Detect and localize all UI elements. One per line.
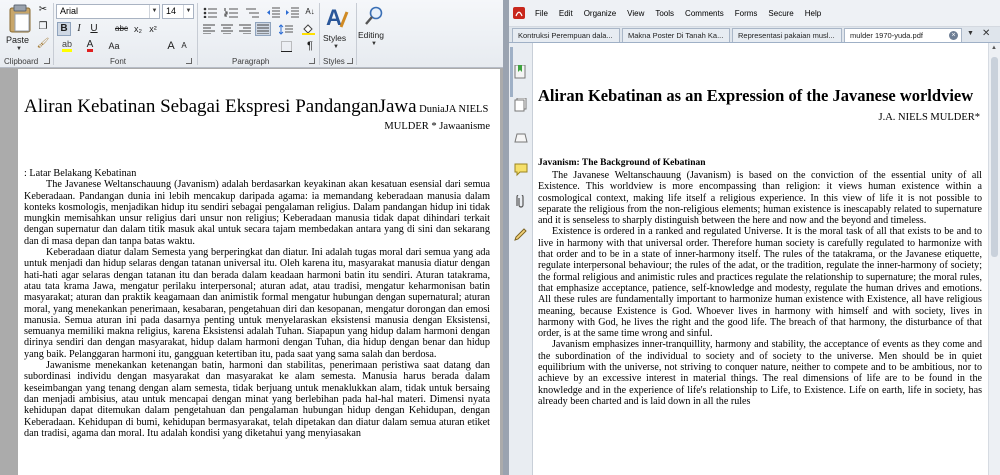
ribbon [0,0,503,68]
increase-indent-icon [286,7,299,18]
line-spacing-icon [279,24,293,35]
document-tab-active[interactable] [844,28,962,42]
font-size-combo[interactable] [162,4,194,19]
font-dialog-launcher[interactable] [186,58,192,64]
attachments-icon[interactable] [514,131,528,145]
styles-button[interactable] [322,3,352,55]
pdf-page[interactable] [534,43,988,475]
pdf-author: J.A. NIELS MULDER* [878,112,980,123]
paste-button[interactable] [4,2,36,54]
document-paragraph: Jawanisme menekankan ketenangan batin, harmoni dan stabilitas, penerimaan peristiwa saat datang dan subordinasi individu dengan masyarakat dan masyarakat ke alam semesta. Manusia harus berada dalam keseimbangan yang tenang dengan alam semesta, tidak berjuang untuk menaklukkan alam, tidak untuk bersaing dan menjadi ambisius, atau untuk mencapai dengan minat yang berlebihan pada hal-hal materi. Dimensi nyata kehidupan dapat ditemukan dalam pengetahuan dan pengalaman hubungan hidup dengan Kehidupan, dengan Keberadaan. Kehidupan di bumi, kehidupan bermasyarakat, telah dipetakan dan diatur dalam semua aturan etiket dan tradisi, agama dan moral. Itu adalah kondisi yang diketahui yang menyiasakan [24,360,490,439]
document-tab[interactable] [512,28,620,42]
chevron-down-icon: ▼ [16,46,22,52]
decrease-indent-icon [267,7,280,18]
pdf-paragraph: The Javanese Weltanschauung (Javanism) is based on the conviction of the essential unity of all Existence. This worldview is more encompassing than religion: it views human existence within a cosmological context, making life itself a religious experience. In this view of life it is not possible to separate the religious from the non-religious elements; human existence is inescapably related to supernature and it is senseless to sharply distinguish between the here and now and the beyond and timeless. [538,170,982,227]
justify-button[interactable] [255,22,271,36]
font-name-value: Arial [60,6,79,16]
tab-close-icon[interactable]: × [949,31,958,40]
shading-button[interactable] [299,22,317,36]
document-tab[interactable] [622,28,730,42]
menu-view[interactable]: View [627,8,645,18]
highlighter-icon: ab [62,40,72,52]
menu-help[interactable]: Help [804,8,822,18]
styles-dialog-launcher[interactable] [347,58,353,64]
document-title-main: Aliran Kebatinan Sebagai Ekspresi PandanganJawa [24,96,417,117]
menu-comments[interactable]: Comments [685,8,724,18]
editing-button[interactable] [358,3,390,55]
scrollbar-thumb[interactable] [991,57,998,257]
tab-label: Kontruksi Perempuan dala... [518,31,613,40]
bold-button[interactable]: B [57,22,71,36]
align-left-icon [203,24,215,34]
styles-group-label: Styles [323,57,345,66]
clipboard-group-label: Clipboard [4,57,39,66]
pdf-paragraph: Existence is ordered in a ranked and regulated Universe. It is the moral task of all that exists to be and to live in harmony with that universal order. Therefore human society is carefully regulated to harmonize with that order and to be in a state of inner-harmony itself. The rules of the tatakrama, or the Javanese etiquette, regulate interpersonal behaviour; the rules of the adat, or the tradition, regulate the inner-harmony of society; the formal religious and animistic rules and practices regulate the relationship to supernature; the moral rules, that emphasize acceptance, patience, self-knowledge and modesty, regulate the human drives and emotions. All these rules are fundamentally important to harmonize human existence with Existence, all have religious meaning, because Existence is God. Whoever lives in harmony with himself and with society, lives in harmony with God, he lives the right and the good life. The breach of that harmony, the disturbance of that order, is at the same time wrong and sinful. [538,226,982,340]
navigation-panel [509,43,533,475]
font-color-button[interactable] [80,39,100,53]
vertical-scrollbar[interactable] [988,43,1000,475]
signatures-icon[interactable] [514,228,528,242]
menu-tools[interactable]: Tools [655,8,675,18]
tab-list-chevron-icon[interactable]: ▼ [967,30,974,37]
document-body [24,168,490,439]
increase-indent-button[interactable] [284,5,300,19]
clipboard-icon [6,4,34,34]
chevron-down-icon: ▼ [333,44,339,50]
align-right-button[interactable] [237,22,253,36]
superscript-button[interactable]: x² [149,23,157,34]
cut-icon[interactable]: ✂ [38,4,48,15]
editing-label: Editing [358,30,384,40]
borders-icon [281,41,292,52]
document-paragraph: The Javanese Weltanschauung (Javanism) adalah berdasarkan keyakinan akan kesatuan esensial dari semua Keberadaan. Pandangan dunia ini lebih mencakup daripada agama: ia memandang keberadaan manusia dalam konteks kosmologis, menjadikan hidup itu sendiri sebagai pengalaman religius. Dalam pandangan hidup ini tidak mungkin memisahkan unsur religius dari unsur non religius; Keberadaan manusia tidak dapat dihindari terkait dengan supernatur dan dalam titik masuk akal untuk secara tajam membedakan antara yang di sini dan sekarang dan di masa depan dan tanpa batas waktu. [24,179,490,247]
multilevel-list-button[interactable] [243,5,261,19]
font-color-icon: A [86,39,94,50]
bookmarks-icon[interactable] [514,65,528,79]
bullets-button[interactable] [201,5,219,19]
document-paragraph: : Latar Belakang Kebatinan [24,168,137,179]
sort-button[interactable] [303,5,317,19]
numbering-button[interactable] [222,5,240,19]
show-formatting-button[interactable]: ¶ [307,39,313,52]
tab-label: mulder 1970-yuda.pdf [850,31,923,40]
document-title-line2: MULDER * Jawaanisme [384,121,490,132]
svg-text:A: A [326,5,342,30]
close-icon[interactable]: ✕ [982,28,991,39]
styles-label: Styles [323,33,347,43]
underline-button[interactable]: U [90,23,98,34]
document-title-suffix: DuniaJA NIELS [416,104,489,115]
chevron-down-icon[interactable]: ▼ [183,5,193,18]
line-spacing-button[interactable] [277,22,295,36]
document-page[interactable] [18,69,500,475]
paragraph-group-label: Paragraph [232,57,270,66]
paste-label: Paste [6,35,30,45]
align-center-button[interactable] [219,22,235,36]
bullet-list-icon [203,7,217,18]
format-painter-icon[interactable]: 🖌 [36,38,50,49]
pdf-body [538,170,982,407]
pages-icon[interactable] [514,98,528,112]
align-center-icon [221,24,233,34]
pdf-reader-window [509,0,1000,475]
paragraph-dialog-launcher[interactable] [309,58,315,64]
menu-edit[interactable]: Edit [558,8,573,18]
pdf-title: Aliran Kebatinan as an Expression of the Javanese worldview [538,86,974,105]
subscript-button[interactable]: x₂ [134,23,142,34]
document-tab-bar [509,27,1000,43]
strikethrough-button[interactable]: abc [115,24,128,33]
copy-icon[interactable]: ❐ [38,21,48,32]
multilevel-list-icon [245,7,259,18]
magnifier-icon [364,5,384,27]
chevron-down-icon: ▼ [371,41,377,47]
document-title [24,96,488,118]
pdf-app-icon [513,7,525,19]
pdf-section-heading: Javanism: The Background of Kebatinan [538,158,706,168]
borders-button[interactable] [277,39,295,53]
menu-bar [509,0,1000,27]
tab-label: Makna Poster Di Tanah Ka... [628,31,724,40]
pdf-paragraph: Javanism emphasizes inner-tranquillity, harmony and stability, the acceptance of events as they come and the subordination of the individual to society and of society to the universe. Men should be in quiet equilibrium with the universe, not striving to conquer nature, neither to compete and to be ambitious, nor to achieve by an excessive interest in material things. The real dimensions of life are to be found in the knowledge and in the experience of life's relationship to Life, to Existence. Life on earth, life in society, has already been charted and is laid down in all the rules [538,339,982,407]
clipboard-dialog-launcher[interactable] [44,58,50,64]
justify-icon [257,24,269,34]
font-name-combo[interactable] [56,4,160,19]
paperclip-icon[interactable] [514,195,528,209]
change-case-button[interactable]: Aa [108,40,120,51]
font-size-value: 14 [166,6,177,16]
menu-secure[interactable]: Secure [768,8,794,18]
menu-forms[interactable]: Forms [734,8,758,18]
scroll-up-icon[interactable]: ▲ [991,45,997,51]
grow-font-button[interactable]: A [167,39,175,52]
comments-icon[interactable] [514,163,528,177]
panel-toggle-icon[interactable] [510,47,513,97]
align-right-icon [239,24,251,34]
document-tab[interactable] [732,28,842,42]
text-highlight-button[interactable] [57,39,77,53]
align-left-button[interactable] [201,22,217,36]
sort-icon: A↓ [305,7,315,16]
styles-icon [324,5,350,31]
menu-file[interactable]: File [535,8,548,18]
chevron-down-icon[interactable]: ▼ [149,5,159,18]
decrease-indent-button[interactable] [265,5,281,19]
italic-button[interactable]: I [77,23,81,34]
tab-label: Representasi pakaian musl... [738,31,835,40]
document-paragraph: Keberadaan diatur dalam Semesta yang berperingkat dan diatur. Ini adalah tugas moral dari semua yang ada untuk menjadi dan hidup selaras dengan tatanan universal itu. Oleh karena itu, masyarakat manusia diatur dengan hati-hati agar selaras dengan tatanan itu dan berada dalam keadaan harmoni batin itu sendiri. Aturan tatakrama, atau tata krama Jawa, mengatur perilaku interpersonal; aturan adat, atau tradisi, mengatur keharmonisan batin masyarakat; aturan dan praktik keagamaan dan animistik formal mengatur hubungan dengan supernatural; aturan moral, yang menekankan penerimaan, kesabaran, pengetahuan diri dan kesopanan, mengatur dorongan dan emosi manusia. Semua aturan ini pada dasarnya penting untuk menyelaraskan eksistensi manusia dengan Eksistensi, semuanya memiliki makna religius, karena Eksistensi adalah Tuhan. Siapapun yang hidup dalam harmoni dengan dirinya sendiri dan dengan masyarakat, hidup dalam harmoni dengan Tuhan, dia hidup dengan benar dan hidup yang baik. Pelanggaran harmoni itu, gangguan ketertiban itu, pada saat yang sama salah dan berdosa. [24,247,490,360]
shrink-font-button[interactable]: A [181,41,187,50]
menu-organize[interactable]: Organize [583,8,617,18]
font-group-label: Font [110,57,127,66]
paint-bucket-icon [302,23,315,35]
numbered-list-icon [224,7,238,18]
